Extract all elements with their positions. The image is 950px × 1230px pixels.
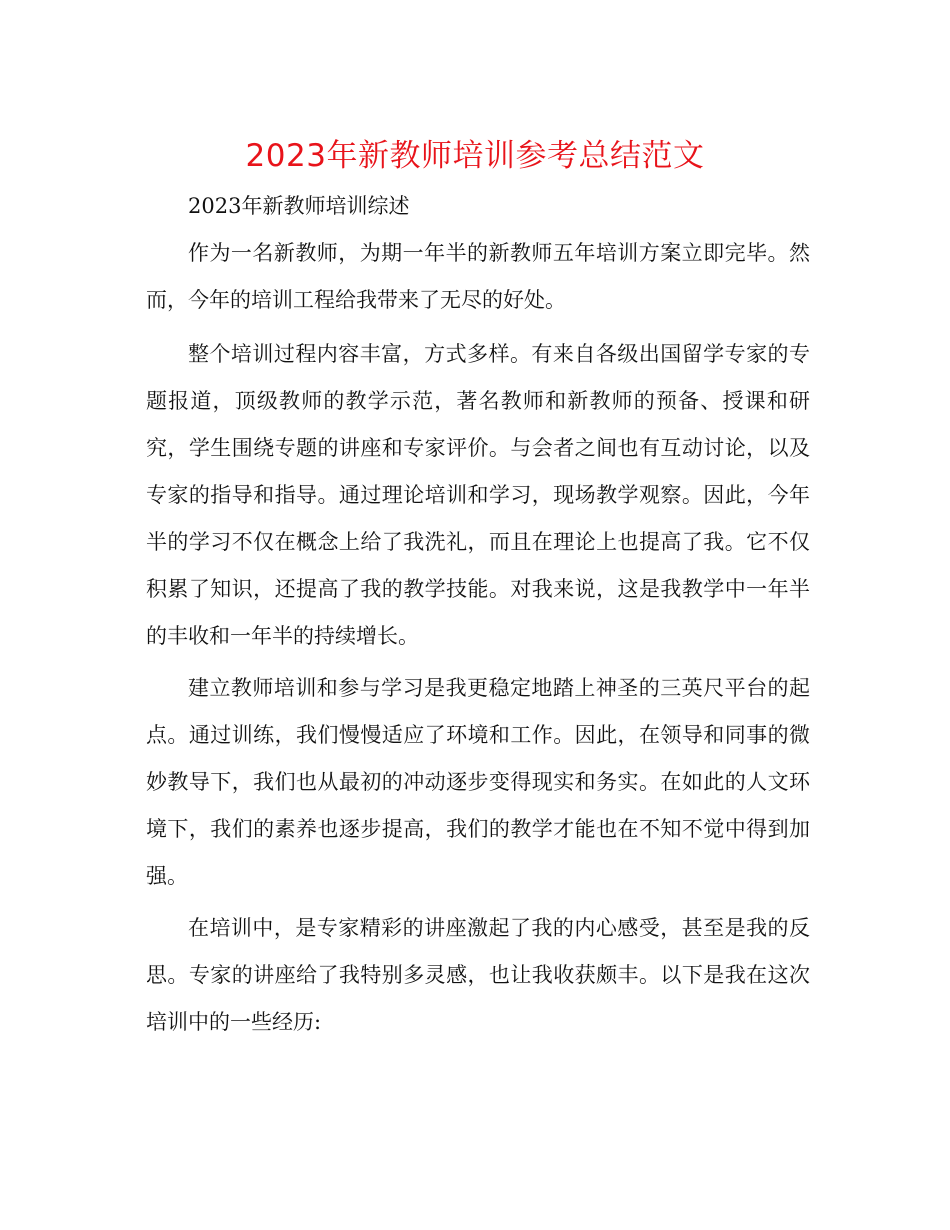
paragraph-1: 作为一名新教师，为期一年半的新教师五年培训方案立即完毕。然而，今年的培训工程给我带来了无尽的好处。 (146, 241, 810, 312)
document-title: 2023年新教师培训参考总结范文 (245, 138, 705, 174)
paragraph-4: 在培训中，是专家精彩的讲座激起了我的内心感受，甚至是我的反思。专家的讲座给了我特别多灵感，也让我收获颇丰。以下是我在这次培训中的一些经历: (146, 916, 810, 1034)
paragraph-3: 建立教师培训和参与学习是我更稳定地踏上神圣的三英尺平台的起点。通过训练，我们慢慢适应了环境和工作。因此，在领导和同事的微妙教导下，我们也从最初的冲动逐步变得现实和务实。在如此的人文环境下，我们的素养也逐步提高，我们的教学才能也在不知不觉中得到加强。 (146, 676, 810, 888)
paragraph-2: 整个培训过程内容丰富，方式多样。有来自各级出国留学专家的专题报道，顶级教师的教学示范，著名教师和新教师的预备、授课和研究，学生围绕专题的讲座和专家评价。与会者之间也有互动讨论，以及专家的指导和指导。通过理论培训和学习，现场教学观察。因此，今年半的学习不仅在概念上给了我洗礼，而且在理论上也提高了我。它不仅积累了知识，还提高了我的教学技能。对我来说，这是我教学中一年半的丰收和一年半的持续增长。 (146, 342, 810, 648)
document-subheading: 2023年新教师培训综述 (188, 194, 410, 218)
